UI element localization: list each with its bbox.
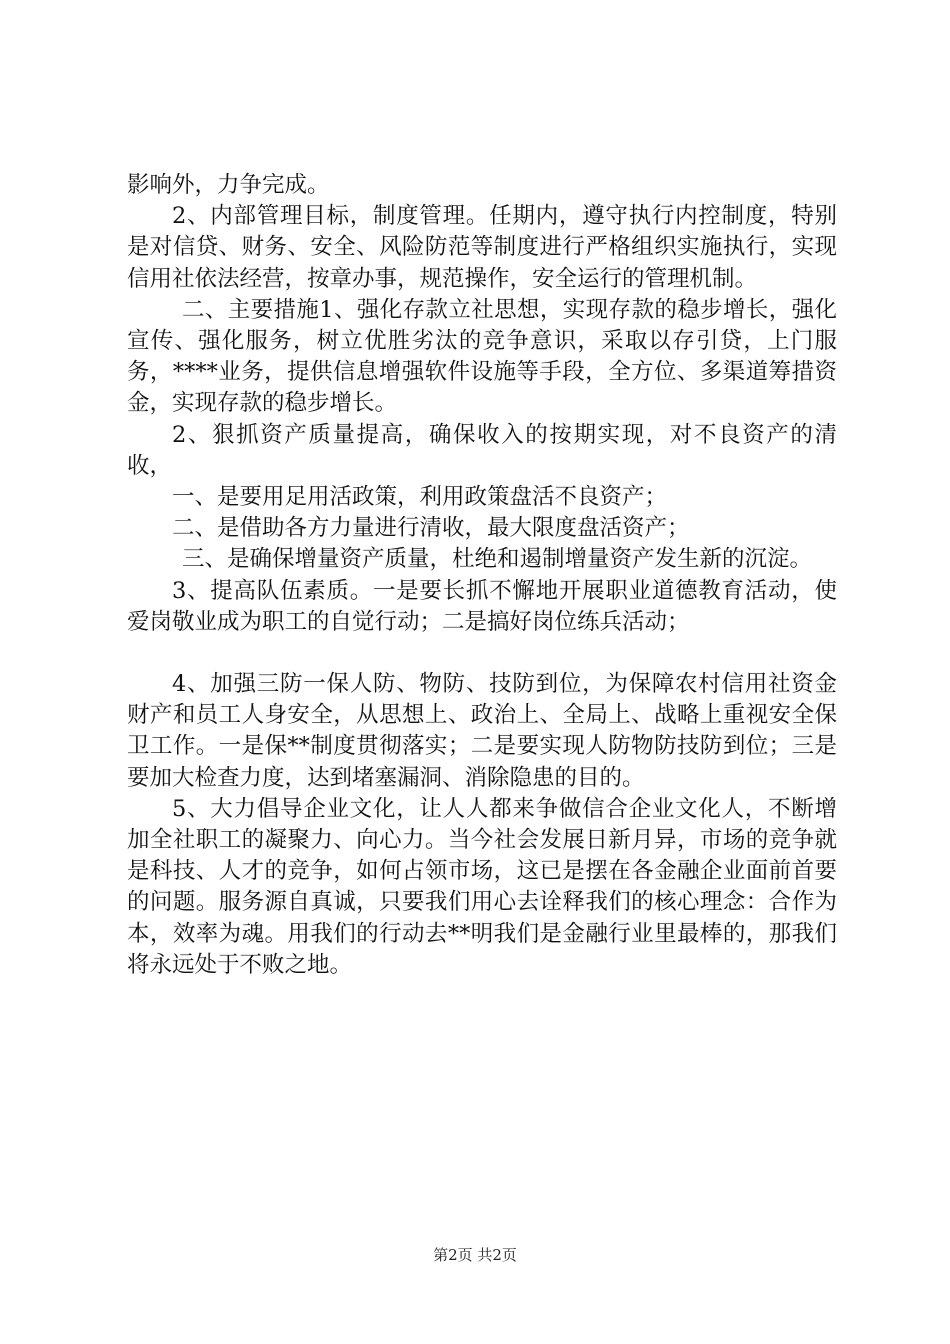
paragraph-policy-item: 一、是要用足用活政策，利用政策盘活不良资产； <box>172 484 668 511</box>
paragraph-team-quality: 3、提高队伍素质。一是要长抓不懈地开展职业道德教育活动，使爱岗敬业成为职工的自觉行动；二是搞好岗位练兵活动； <box>127 577 837 635</box>
paragraph-main-measures: 二、主要措施1、强化存款立社思想，实现存款的稳步增长，强化宣传、强化服务，树立优胜劣汰的竞争意识，采取以存引贷，上门服务，****业务，提供信息增强软件设施等手段，全方位、多渠道筹措资金，实现存款的稳步增长。 <box>127 296 837 417</box>
page-footer: 第2页 共2页 <box>433 1246 517 1264</box>
paragraph-continuation: 影响外，力争完成。 <box>127 172 330 198</box>
paragraph-corporate-culture: 5、大力倡导企业文化，让人人都来争做信合企业文化人，不断增加全社职工的凝聚力、向心力。当今社会发展日新月异，市场的竞争就是科技、人才的竞争，如何占领市场，这已是摆在各金融企业面前首要的问题。服务源自真诚，只要我们用心去诠释我们的核心理念：合作为本，效率为魂。用我们的行动去**明我们是金融行业里最棒的，那我们将永远处于不败之地。 <box>127 795 837 978</box>
paragraph-collection-item: 二、是借助各方力量进行清收，最大限度盘活资产； <box>172 515 690 542</box>
paragraph-increment-item: 三、是确保增量资产质量，杜绝和遏制增量资产发生新的沉淀。 <box>182 546 813 573</box>
paragraph-asset-quality: 2、狠抓资产质量提高，确保收入的按期实现，对不良资产的清收， <box>127 421 837 479</box>
paragraph-internal-management: 2、内部管理目标，制度管理。任期内，遵守执行内控制度，特别是对信贷、财务、安全、风险防范等制度进行严格组织实施执行，实现信用社依法经营，按章办事，规范操作，安全运行的管理机制。 <box>127 203 837 292</box>
paragraph-security: 4、加强三防一保人防、物防、技防到位，为保障农村信用社资金财产和员工人身安全，从思想上、政治上、全局上、战略上重视安全保卫工作。一是保**制度贯彻落实；二是要实现人防物防技防到位；三是要加大检查力度，达到堵塞漏洞、消除隐患的目的。 <box>127 671 837 791</box>
document-body <box>127 170 837 981</box>
paragraph-gap <box>127 638 837 669</box>
